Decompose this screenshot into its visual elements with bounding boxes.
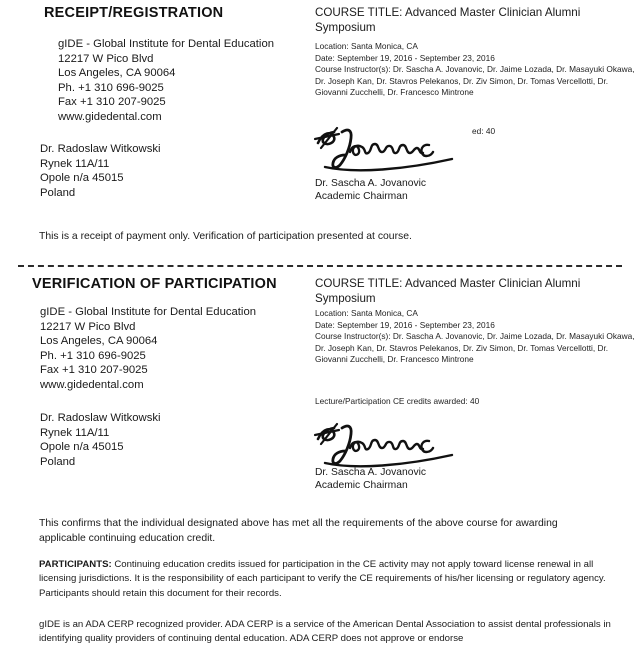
course-location: Location: Santa Monica, CA — [315, 41, 418, 51]
course-location: Location: Santa Monica, CA — [315, 308, 418, 318]
org-city-state-zip: Los Angeles, CA 90064 — [40, 335, 158, 348]
org-fax: Fax +1 310 207-9025 — [58, 96, 166, 109]
signer-role: Academic Chairman — [315, 191, 408, 203]
org-phone: Ph. +1 310 696-9025 — [40, 349, 146, 362]
org-street: 12217 W Pico Blvd — [58, 52, 154, 65]
confirmation-paragraph: This confirms that the individual designated above has met all the requirements of the above course for awarding applicable continuing education credit. — [39, 518, 558, 545]
course-instructors: Course Instructor(s): Dr. Sascha A. Jovanovic, Dr. Jaime Lozada, Dr. Masayuki Okawa, Dr. Joseph Kan, Dr. Stavros Pelekanos, Dr. Ziv Simon, Dr. Tomas Vercellotti, Dr. Giovanni Zucchelli, Dr. Francesco Mintrone — [315, 64, 635, 98]
signer-name: Dr. Sascha A. Jovanovic — [315, 467, 427, 478]
recipient-country: Poland — [40, 455, 76, 468]
org-phone: Ph. +1 310 696-9025 — [58, 81, 164, 94]
receipt-signature-caption — [315, 177, 426, 204]
recipient-city-zip: Opole n/a 45015 — [40, 172, 124, 185]
org-fax: Fax +1 310 207-9025 — [40, 364, 148, 377]
org-name: gIDE - Global Institute for Dental Education — [40, 306, 257, 318]
verification-signature-caption — [315, 466, 426, 493]
course-title-label: COURSE TITLE: — [315, 277, 403, 290]
ada-cerp-paragraph: gIDE is an ADA CERP recognized provider. ADA CERP is a service of the American Dental Association to assist dental professionals in identifying quality providers of continuing dental education. ADA CERP does not approve or endorse — [39, 619, 611, 645]
signature-icon — [312, 122, 462, 174]
verification-recipient-block — [40, 411, 161, 469]
course-date: Date: September 19, 2016 - September 23, 2016 — [315, 52, 495, 63]
org-city-state-zip: Los Angeles, CA 90064 — [58, 67, 176, 80]
receipt-course-details — [315, 41, 635, 99]
receipt-organization-block — [58, 37, 274, 125]
recipient-street: Rynek 11A/11 — [40, 426, 110, 439]
recipient-name: Dr. Radoslaw Witkowski — [40, 412, 161, 424]
verification-course-details — [315, 308, 635, 366]
receipt-footnote: This is a receipt of payment only. Verification of participation presented at course. — [39, 231, 412, 242]
signer-role: Academic Chairman — [315, 480, 408, 492]
verification-organization-block — [40, 305, 256, 393]
recipient-city-zip: Opole n/a 45015 — [40, 441, 124, 454]
recipient-street: Rynek 11A/11 — [40, 157, 110, 170]
participants-text: Continuing education credits issued for participation in the CE activity may not apply toward license renewal in all licensing jurisdictions. It is the responsibility of each participant to verify the CE requirements of his/her licensing or regulatory agency. Participants should retain this document for their records. — [39, 559, 606, 599]
course-title-label: COURSE TITLE: — [315, 6, 403, 19]
course-instructors: Course Instructor(s): Dr. Sascha A. Jovanovic, Dr. Jaime Lozada, Dr. Masayuki Okawa, Dr. Joseph Kan, Dr. Stavros Pelekanos, Dr. Ziv Simon, Dr. Tomas Vercellotti, Dr. Giovanni Zucchelli, Dr. Francesco Mintrone — [315, 331, 635, 365]
receipt-credits-partial: ed: 40 — [472, 126, 496, 136]
org-street: 12217 W Pico Blvd — [40, 320, 136, 333]
receipt-recipient-block — [40, 142, 161, 200]
verification-section-title: VERIFICATION OF PARTICIPATION — [32, 276, 277, 292]
course-title-value: Advanced Master Clinician Alumni Symposium — [315, 277, 581, 305]
course-date: Date: September 19, 2016 - September 23, 2016 — [315, 319, 495, 330]
org-name: gIDE - Global Institute for Dental Education — [58, 38, 275, 50]
receipt-signature-image — [312, 122, 462, 174]
recipient-name: Dr. Radoslaw Witkowski — [40, 143, 161, 155]
participants-label: PARTICIPANTS: — [39, 559, 112, 570]
recipient-country: Poland — [40, 186, 76, 199]
verification-signature-image — [312, 418, 462, 470]
course-title-value: Advanced Master Clinician Alumni Symposium — [315, 6, 581, 34]
verification-credits-awarded: Lecture/Participation CE credits awarded: 40 — [315, 396, 480, 406]
section-divider — [18, 265, 622, 267]
participants-paragraph — [39, 558, 609, 601]
org-website: www.gidedental.com — [58, 110, 162, 123]
receipt-course-title — [315, 6, 635, 35]
verification-course-title — [315, 277, 615, 306]
signer-name: Dr. Sascha A. Jovanovic — [315, 178, 427, 189]
receipt-section-title: RECEIPT/REGISTRATION — [44, 5, 224, 21]
signature-icon — [312, 418, 462, 470]
org-website: www.gidedental.com — [40, 378, 144, 391]
